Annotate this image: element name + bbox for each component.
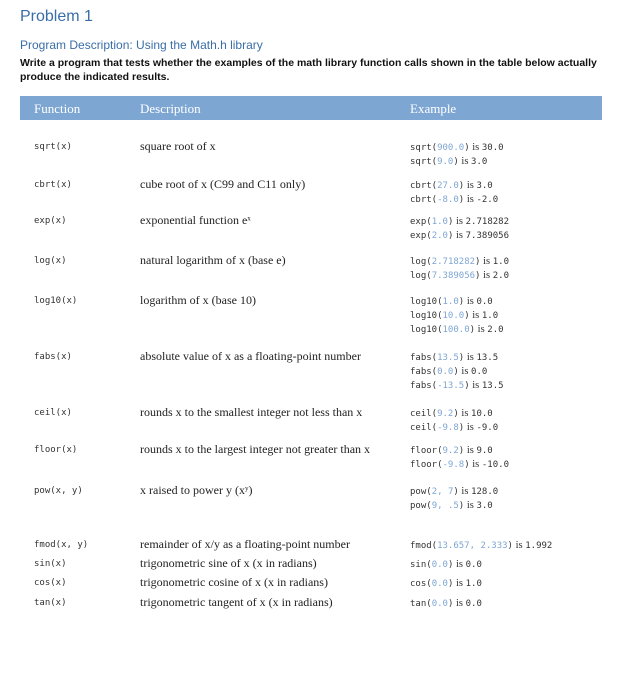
example-cell	[410, 255, 509, 283]
example-line: sin(0.0) is 0.0	[410, 559, 482, 570]
function-cell: sqrt(x)	[34, 142, 72, 152]
description-cell: square root of x	[140, 139, 216, 153]
function-cell: pow(x, y)	[34, 486, 83, 496]
description-cell: trigonometric sine of x (x in radians)	[140, 556, 317, 570]
example-line: fmod(13.657, 2.333) is 1.992	[410, 540, 553, 551]
example-cell	[410, 351, 504, 393]
example-line: log10(1.0) is 0.0	[410, 296, 493, 307]
header-description: Description	[140, 101, 201, 116]
table-header-bar	[20, 96, 602, 120]
description-cell: natural logarithm of x (base e)	[140, 253, 286, 267]
description-cell: remainder of x/y as a floating-point number	[140, 537, 350, 551]
example-line: ceil(9.2) is 10.0	[410, 408, 493, 419]
program-description: Program Description: Using the Math.h library	[20, 38, 263, 52]
header-example: Example	[410, 101, 457, 116]
example-line: pow(2, 7) is 128.0	[410, 486, 499, 497]
example-line: fabs(13.5) is 13.5	[410, 352, 499, 363]
instructions: Write a program that tests whether the examples of the math library function calls shown in the table below actually produce the indicated results.	[20, 57, 597, 83]
example-line: sqrt(900.0) is 30.0	[410, 142, 504, 153]
description-cell: trigonometric cosine of x (x in radians)	[140, 575, 328, 589]
function-cell: fabs(x)	[34, 352, 72, 362]
example-line: floor(-9.8) is -10.0	[410, 459, 509, 470]
function-cell: tan(x)	[34, 598, 67, 608]
example-line: exp(1.0) is 2.718282	[410, 216, 509, 227]
example-cell	[410, 539, 552, 553]
example-line: pow(9, .5) is 3.0	[410, 500, 493, 511]
example-line: cbrt(-8.0) is -2.0	[410, 194, 499, 205]
example-line: tan(0.0) is 0.0	[410, 598, 482, 609]
example-cell	[410, 597, 482, 611]
function-cell: cos(x)	[34, 578, 67, 588]
description-cell: logarithm of x (base 10)	[140, 293, 256, 307]
example-line: fabs(0.0) is 0.0	[410, 366, 488, 377]
function-cell: log10(x)	[34, 296, 78, 306]
example-line: log(7.389056) is 2.0	[410, 270, 509, 281]
description-cell: rounds x to the largest integer not greater than x	[140, 442, 371, 456]
example-cell	[410, 179, 498, 207]
example-cell	[410, 485, 498, 513]
example-cell	[410, 141, 504, 169]
description-cell: x raised to power y (xʸ)	[140, 483, 253, 497]
example-cell	[410, 407, 498, 435]
example-line: exp(2.0) is 7.389056	[410, 230, 509, 241]
function-cell: sin(x)	[34, 559, 67, 569]
example-line: sqrt(9.0) is 3.0	[410, 156, 488, 167]
example-line: log10(100.0) is 2.0	[410, 324, 504, 335]
page-title: Problem 1	[20, 8, 93, 25]
function-cell: ceil(x)	[34, 408, 72, 418]
function-cell: exp(x)	[34, 216, 67, 226]
description-cell: absolute value of x as a floating-point number	[140, 349, 361, 363]
example-cell	[410, 577, 482, 591]
example-line: cos(0.0) is 1.0	[410, 578, 482, 589]
function-cell: floor(x)	[34, 445, 78, 455]
example-line: log10(10.0) is 1.0	[410, 310, 499, 321]
description-cell: exponential function eˣ	[140, 213, 251, 227]
example-cell	[410, 444, 509, 472]
description-cell: trigonometric tangent of x (x in radians)	[140, 595, 333, 609]
example-line: floor(9.2) is 9.0	[410, 445, 493, 456]
example-line: ceil(-9.8) is -9.0	[410, 422, 499, 433]
example-cell	[410, 295, 504, 337]
header-function: Function	[34, 101, 81, 116]
example-line: log(2.718282) is 1.0	[410, 256, 509, 267]
example-cell	[410, 558, 482, 572]
description-cell: cube root of x (C99 and C11 only)	[140, 177, 306, 191]
function-cell: fmod(x, y)	[34, 540, 89, 550]
function-cell: cbrt(x)	[34, 180, 72, 190]
description-cell: rounds x to the smallest integer not less than x	[140, 405, 363, 419]
function-cell: log(x)	[34, 256, 67, 266]
example-line: cbrt(27.0) is 3.0	[410, 180, 493, 191]
example-cell	[410, 215, 509, 243]
example-line: fabs(-13.5) is 13.5	[410, 380, 504, 391]
